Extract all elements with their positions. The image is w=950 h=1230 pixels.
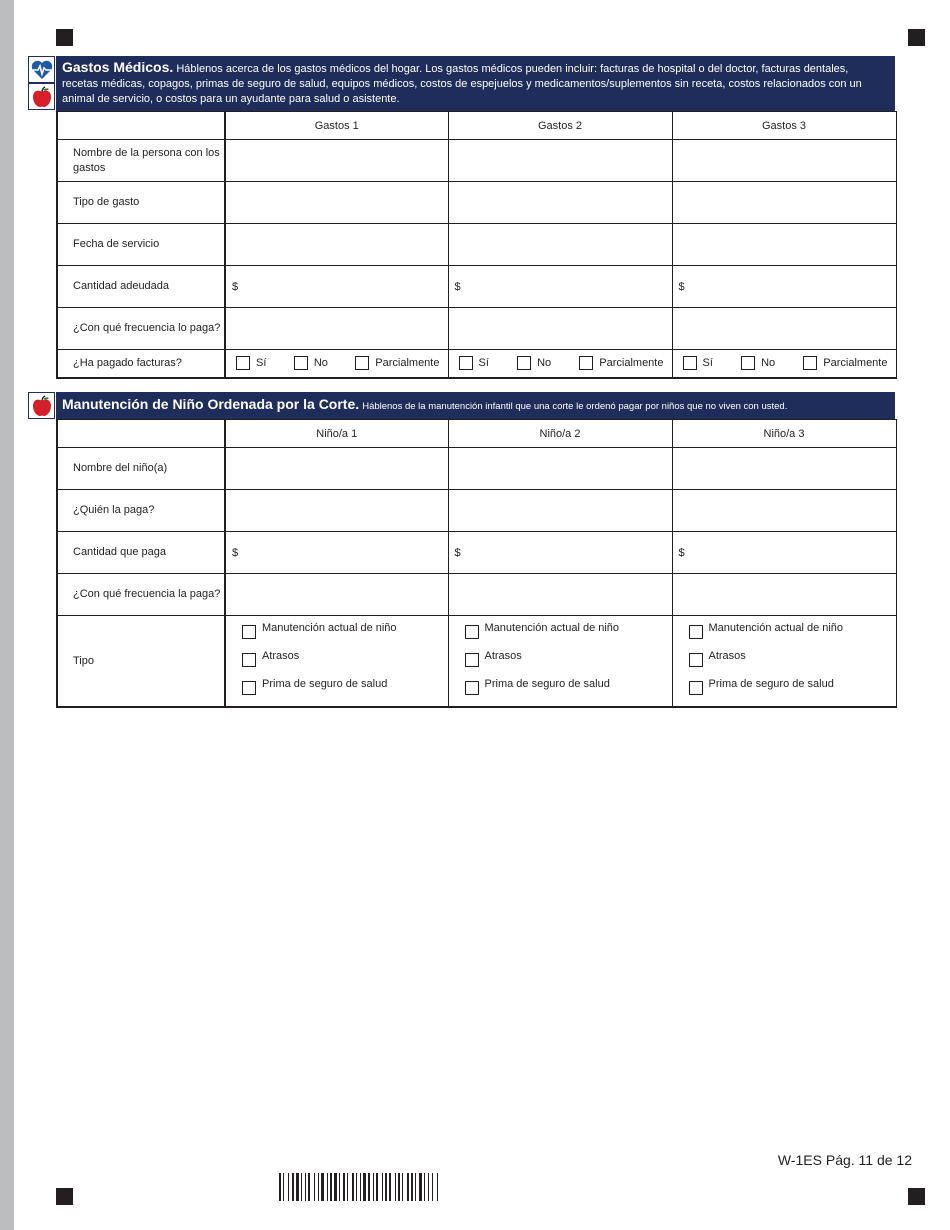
barcode-bar: [411, 1173, 413, 1201]
row-label-paid: ¿Ha pagado facturas?: [57, 350, 225, 378]
paid-no-checkbox[interactable]: [294, 356, 308, 370]
option-label: Sí: [478, 357, 489, 370]
health-premium-checkbox[interactable]: [465, 681, 479, 695]
barcode-bar: [402, 1173, 403, 1201]
amount-owed-field[interactable]: [672, 266, 896, 308]
option-label: Parcialmente: [375, 357, 440, 370]
barcode-bar: [314, 1173, 315, 1201]
medical-title: Gastos Médicos.: [62, 59, 174, 75]
row-label-type: Tipo de gasto: [57, 182, 225, 224]
medical-banner: [56, 56, 895, 111]
arrears-checkbox[interactable]: [242, 653, 256, 667]
type-options-cell: [448, 616, 672, 708]
row-label-date: Fecha de servicio: [57, 224, 225, 266]
option-label: Atrasos: [262, 650, 300, 662]
option-label: Sí: [256, 357, 267, 370]
section-icons: [28, 392, 56, 419]
barcode-bar: [407, 1173, 409, 1201]
option-label: Atrasos: [708, 650, 746, 662]
medical-description: Háblenos acerca de los gastos médicos del hogar. Los gastos médicos pueden incluir: facturas de hospital o del doctor, facturas dentales, recetas médicas, copagos, primas de seguro de salud, equipos médicos, costos de espejuelos y medicamentos/suplementos sin receta, costos relacionados con un animal de servicio, o costos para un ayudante para salud o asistente.: [62, 63, 862, 105]
barcode-bar: [419, 1173, 422, 1201]
medical-expenses-table: [56, 111, 897, 379]
option-label: Manutención actual de niño: [262, 622, 397, 634]
section-icons: [28, 56, 56, 110]
barcode-bar: [373, 1173, 374, 1201]
header-blank-cell: [57, 420, 225, 448]
option-label: Parcialmente: [823, 357, 888, 370]
paid-no-checkbox[interactable]: [517, 356, 531, 370]
health-premium-checkbox[interactable]: [242, 681, 256, 695]
currency-symbol: $: [232, 546, 239, 559]
row-label-amount: Cantidad que paga: [57, 532, 225, 574]
option-label: No: [537, 357, 552, 370]
barcode-bar: [327, 1173, 328, 1201]
barcode-bar: [356, 1173, 357, 1201]
amount-owed-field[interactable]: [225, 266, 448, 308]
barcode-bar: [363, 1173, 366, 1201]
barcode-bar: [389, 1173, 391, 1201]
amount-paid-field[interactable]: [672, 532, 896, 574]
currency-symbol: $: [232, 280, 239, 293]
barcode-bar: [339, 1173, 340, 1201]
registration-mark-top-right: [908, 29, 925, 46]
barcode-bar: [352, 1173, 354, 1201]
service-date-field[interactable]: [448, 224, 672, 266]
service-date-field[interactable]: [672, 224, 896, 266]
expense-type-field[interactable]: [448, 182, 672, 224]
child-name-field[interactable]: [225, 448, 448, 490]
row-label-payer: ¿Quién la paga?: [57, 490, 225, 532]
current-support-checkbox[interactable]: [242, 625, 256, 639]
barcode-bar: [305, 1173, 306, 1201]
column-header: Niño/a 3: [672, 420, 896, 448]
option-label: Parcialmente: [599, 357, 664, 370]
column-header: Gastos 3: [672, 112, 896, 140]
barcode-bar: [334, 1173, 337, 1201]
row-label-type: Tipo: [57, 616, 225, 708]
child-name-field[interactable]: [672, 448, 896, 490]
barcode-bar: [279, 1173, 281, 1201]
barcode-bar: [376, 1173, 378, 1201]
heart-pulse-icon: [28, 56, 55, 83]
paid-yes-checkbox[interactable]: [236, 356, 250, 370]
barcode-bar: [382, 1173, 383, 1201]
currency-symbol: $: [678, 280, 685, 293]
frequency-field[interactable]: [672, 308, 896, 350]
barcode-bar: [415, 1173, 416, 1201]
amount-owed-field[interactable]: [448, 266, 672, 308]
paid-partial-checkbox[interactable]: [579, 356, 593, 370]
paid-partial-checkbox[interactable]: [803, 356, 817, 370]
barcode-bar: [437, 1173, 438, 1201]
person-name-field[interactable]: [225, 140, 448, 182]
frequency-field[interactable]: [225, 308, 448, 350]
left-margin-strip: [0, 0, 14, 1230]
child-support-banner: [56, 392, 895, 419]
row-label-child: Nombre del niño(a): [57, 448, 225, 490]
currency-symbol: $: [678, 546, 685, 559]
apple-icon: [28, 392, 55, 419]
expense-type-field[interactable]: [225, 182, 448, 224]
barcode-bar: [301, 1173, 302, 1201]
frequency-field[interactable]: [225, 574, 448, 616]
option-label: No: [313, 357, 328, 370]
option-label: Prima de seguro de salud: [484, 678, 610, 690]
column-header: Niño/a 2: [448, 420, 672, 448]
paid-options-cell: [225, 350, 448, 378]
child-support-title: Manutención de Niño Ordenada por la Corte.: [62, 396, 360, 412]
option-label: Sí: [702, 357, 713, 370]
barcode-bar: [424, 1173, 425, 1201]
option-label: No: [761, 357, 776, 370]
row-label-amount: Cantidad adeudada: [57, 266, 225, 308]
barcode-bar: [432, 1173, 433, 1201]
option-label: Prima de seguro de salud: [708, 678, 834, 690]
amount-paid-field[interactable]: [225, 532, 448, 574]
row-label-frequency: ¿Con qué frecuencia la paga?: [57, 574, 225, 616]
row-label-person: Nombre de la persona con los gastos: [57, 140, 225, 182]
frequency-field[interactable]: [448, 308, 672, 350]
child-support-description: Háblenos de la manutención infantil que una corte le ordenó pagar por niños que no viven con usted.: [362, 401, 788, 412]
paid-yes-checkbox[interactable]: [683, 356, 697, 370]
child-support-table: [56, 419, 897, 708]
barcode-bar: [368, 1173, 370, 1201]
header-blank-cell: [57, 112, 225, 140]
option-label: Manutención actual de niño: [708, 622, 844, 634]
registration-mark-bottom-left: [56, 1188, 73, 1205]
registration-mark-bottom-right: [908, 1188, 925, 1205]
current-support-checkbox[interactable]: [465, 625, 479, 639]
person-name-field[interactable]: [448, 140, 672, 182]
apple-icon: [28, 83, 55, 110]
expense-type-field[interactable]: [672, 182, 896, 224]
paid-options-cell: [448, 350, 672, 378]
barcode-bar: [385, 1173, 387, 1201]
barcode-bar: [292, 1173, 294, 1201]
amount-paid-field[interactable]: [448, 532, 672, 574]
health-premium-checkbox[interactable]: [689, 681, 703, 695]
registration-mark-top-left: [56, 29, 73, 46]
child-name-field[interactable]: [448, 448, 672, 490]
arrears-checkbox[interactable]: [689, 653, 703, 667]
barcode-bar: [330, 1173, 332, 1201]
paid-options-cell: [672, 350, 896, 378]
payer-field[interactable]: [225, 490, 448, 532]
currency-symbol: $: [454, 546, 461, 559]
barcode-bar: [308, 1173, 310, 1201]
column-header: Gastos 2: [448, 112, 672, 140]
currency-symbol: $: [454, 280, 461, 293]
option-label: Manutención actual de niño: [484, 622, 620, 634]
barcode-bar: [318, 1173, 319, 1201]
type-options-cell: [672, 616, 896, 708]
page-number: W-1ES Pág. 11 de 12: [777, 1152, 912, 1168]
barcode-bar: [360, 1173, 361, 1201]
paid-yes-checkbox[interactable]: [459, 356, 473, 370]
barcode-bar: [395, 1173, 396, 1201]
row-label-frequency: ¿Con qué frecuencia lo paga?: [57, 308, 225, 350]
paid-partial-checkbox[interactable]: [355, 356, 369, 370]
frequency-field[interactable]: [672, 574, 896, 616]
barcode-bar: [321, 1173, 324, 1201]
barcode-bar: [283, 1173, 284, 1201]
column-header: Gastos 1: [225, 112, 448, 140]
payer-field[interactable]: [448, 490, 672, 532]
type-options-cell: [225, 616, 448, 708]
option-label: Prima de seguro de salud: [262, 678, 388, 690]
payer-field[interactable]: [672, 490, 896, 532]
barcode-bar: [288, 1173, 289, 1201]
barcode-bar: [347, 1173, 348, 1201]
barcode-bar: [398, 1173, 400, 1201]
column-header: Niño/a 1: [225, 420, 448, 448]
option-label: Atrasos: [484, 650, 522, 662]
frequency-field[interactable]: [448, 574, 672, 616]
barcode: [279, 1173, 629, 1201]
current-support-checkbox[interactable]: [689, 625, 703, 639]
barcode-bar: [428, 1173, 429, 1201]
arrears-checkbox[interactable]: [465, 653, 479, 667]
barcode-bar: [296, 1173, 299, 1201]
barcode-bar: [343, 1173, 345, 1201]
paid-no-checkbox[interactable]: [741, 356, 755, 370]
service-date-field[interactable]: [225, 224, 448, 266]
person-name-field[interactable]: [672, 140, 896, 182]
